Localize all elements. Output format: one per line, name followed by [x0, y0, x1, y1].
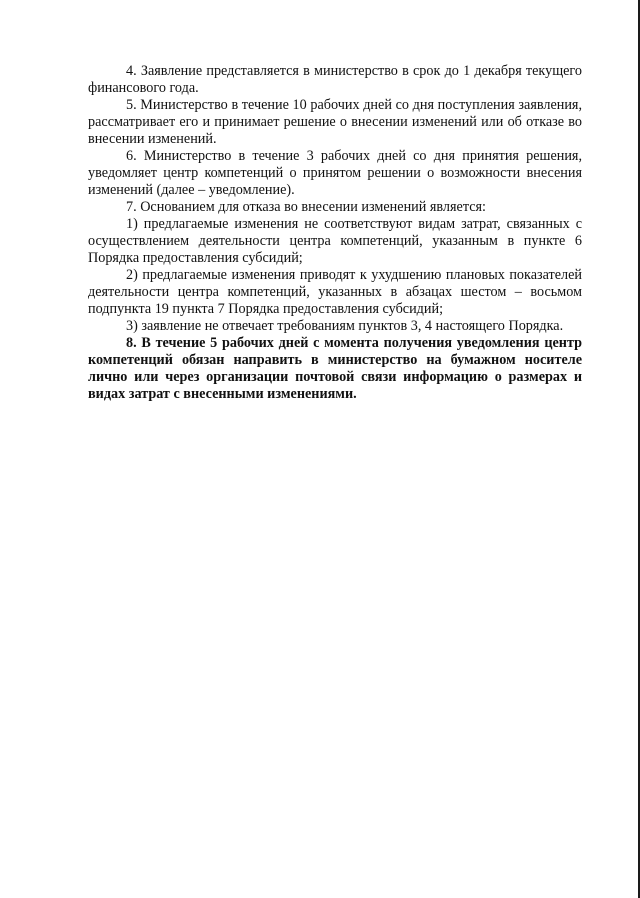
- paragraph-subitem-1: 1) предлагаемые изменения не соответствуют видам затрат, связанных с осуществлением деятельности центра компетенций, указанным в пункте 6 Порядка предоставления субсидий;: [88, 216, 582, 266]
- paragraph-subitem-2: 2) предлагаемые изменения приводят к ухудшению плановых показателей деятельности центра компетенций, указанных в абзацах шестом – восьмом подпункта 19 пункта 7 Порядка предоставления субсидий;: [88, 267, 582, 317]
- paragraph-item-6: 6. Министерство в течение 3 рабочих дней со дня принятия решения, уведомляет центр компетенций о принятом решении о возможности внесения изменений (далее – уведомление).: [88, 148, 582, 198]
- paragraph-item-8: 8. В течение 5 рабочих дней с момента получения уведомления центр компетенций обязан направить в министерство на бумажном носителе лично или через организации почтовой связи информацию о размерах и видах затрат с внесенными изменениями.: [88, 335, 582, 402]
- document-body: [88, 63, 582, 403]
- paragraph-item-4: 4. Заявление представляется в министерство в срок до 1 декабря текущего финансового года.: [88, 63, 582, 96]
- paragraph-item-5: 5. Министерство в течение 10 рабочих дней со дня поступления заявления, рассматривает его и принимает решение о внесении изменений или об отказе во внесении изменений.: [88, 97, 582, 147]
- paragraph-item-7: 7. Основанием для отказа во внесении изменений является:: [126, 199, 486, 215]
- paragraph-subitem-3: 3) заявление не отвечает требованиям пунктов 3, 4 настоящего Порядка.: [126, 318, 564, 334]
